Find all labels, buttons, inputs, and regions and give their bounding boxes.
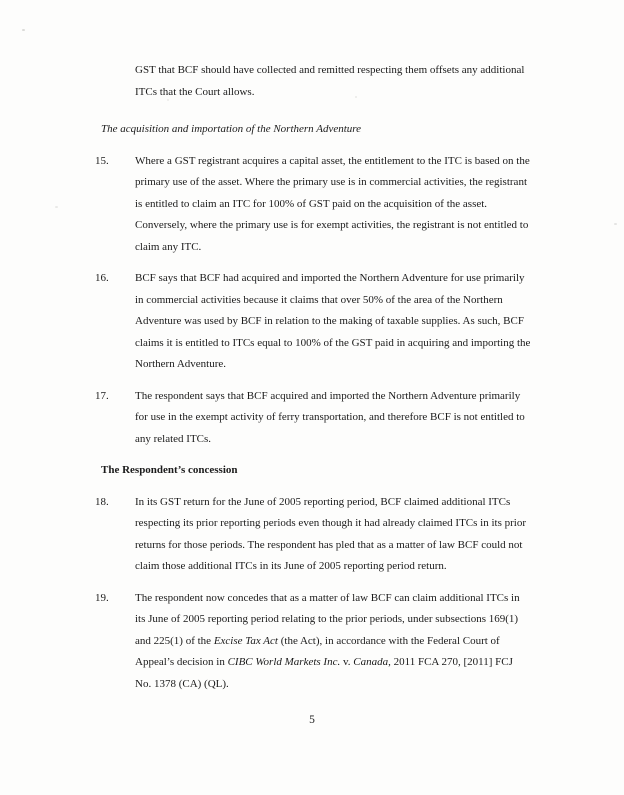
paragraph-run: (the Act), in accordance with the Federal Court of Appeal’s decision in bbox=[135, 634, 500, 668]
numbered-paragraph-19 bbox=[95, 588, 531, 696]
paragraph-continuation bbox=[95, 60, 531, 103]
paragraph-number: 16. bbox=[95, 272, 109, 284]
numbered-paragraph-18 bbox=[95, 492, 531, 578]
case-party-italic: Canada bbox=[353, 656, 389, 668]
numbered-paragraph-16 bbox=[95, 268, 531, 376]
paragraph-number: 19. bbox=[95, 591, 109, 604]
paragraph-continuation-text: GST that BCF should have collected and remitted respecting them offsets any additional ITCs that the Court allows. bbox=[135, 64, 525, 98]
scan-speck bbox=[55, 206, 58, 208]
citation-run: , 2011 FCA 270, [2011] FCJ No. 1378 (CA) (QL). bbox=[135, 656, 513, 690]
page-content bbox=[95, 60, 531, 705]
versus-run: v. bbox=[340, 656, 354, 668]
numbered-paragraph-15 bbox=[95, 151, 531, 259]
paragraph-run: The respondent now concedes that as a matter of law BCF can claim additional ITCs in its June of 2005 reporting period relating to the prior periods, under subsections 169(1) and 225(1) of the bbox=[135, 591, 520, 647]
scan-speck bbox=[22, 29, 25, 31]
numbered-paragraph-17 bbox=[95, 386, 531, 451]
paragraph-number: 18. bbox=[95, 495, 109, 508]
paragraph-text: BCF says that BCF had acquired and imported the Northern Adventure for use primarily in commercial activities because it claims that over 50% of the area of the Northern Adventure was used by BCF in relation to the making of taxable supplies. As such, BCF claims it is entitled to ITCs equal to 100% of the GST paid in acquiring and importing the Northern Adventure. bbox=[135, 272, 531, 370]
paragraph-text: In its GST return for the June of 2005 reporting period, BCF claimed additional ITCs respecting its prior reporting periods even though it had already claimed ITCs in its prior returns for those periods. The respondent has pled that as a matter of law BCF could not claim those additional ITCs in its June of 2005 reporting period return. bbox=[135, 495, 527, 572]
paragraph-text bbox=[135, 588, 531, 696]
paragraph-number: 17. bbox=[95, 389, 109, 402]
section-heading-acquisition: The acquisition and importation of the Northern Adventure bbox=[101, 123, 362, 135]
section-heading-concession: The Respondent’s concession bbox=[101, 464, 238, 476]
scan-speck bbox=[614, 223, 617, 225]
statute-title-italic: Excise Tax Act bbox=[213, 634, 278, 647]
paragraph-text: The respondent says that BCF acquired and imported the Northern Adventure primarily for use in the exempt activity of ferry transportation, and therefore BCF is not entitled to any related ITCs. bbox=[135, 389, 525, 445]
paragraph-text: Where a GST registrant acquires a capital asset, the entitlement to the ITC is based on the primary use of the asset. Where the primary use is in commercial activities, the registrant is entitled to claim an ITC for 100% of GST paid on the acquisition of the asset. Conversely, where the primary use is for exempt activities, the registrant is not entitled to claim any ITC. bbox=[135, 154, 530, 253]
case-name-italic: CIBC World Markets Inc. bbox=[227, 656, 341, 668]
page-number: 5 bbox=[309, 714, 315, 726]
paragraph-number: 15. bbox=[95, 154, 109, 167]
